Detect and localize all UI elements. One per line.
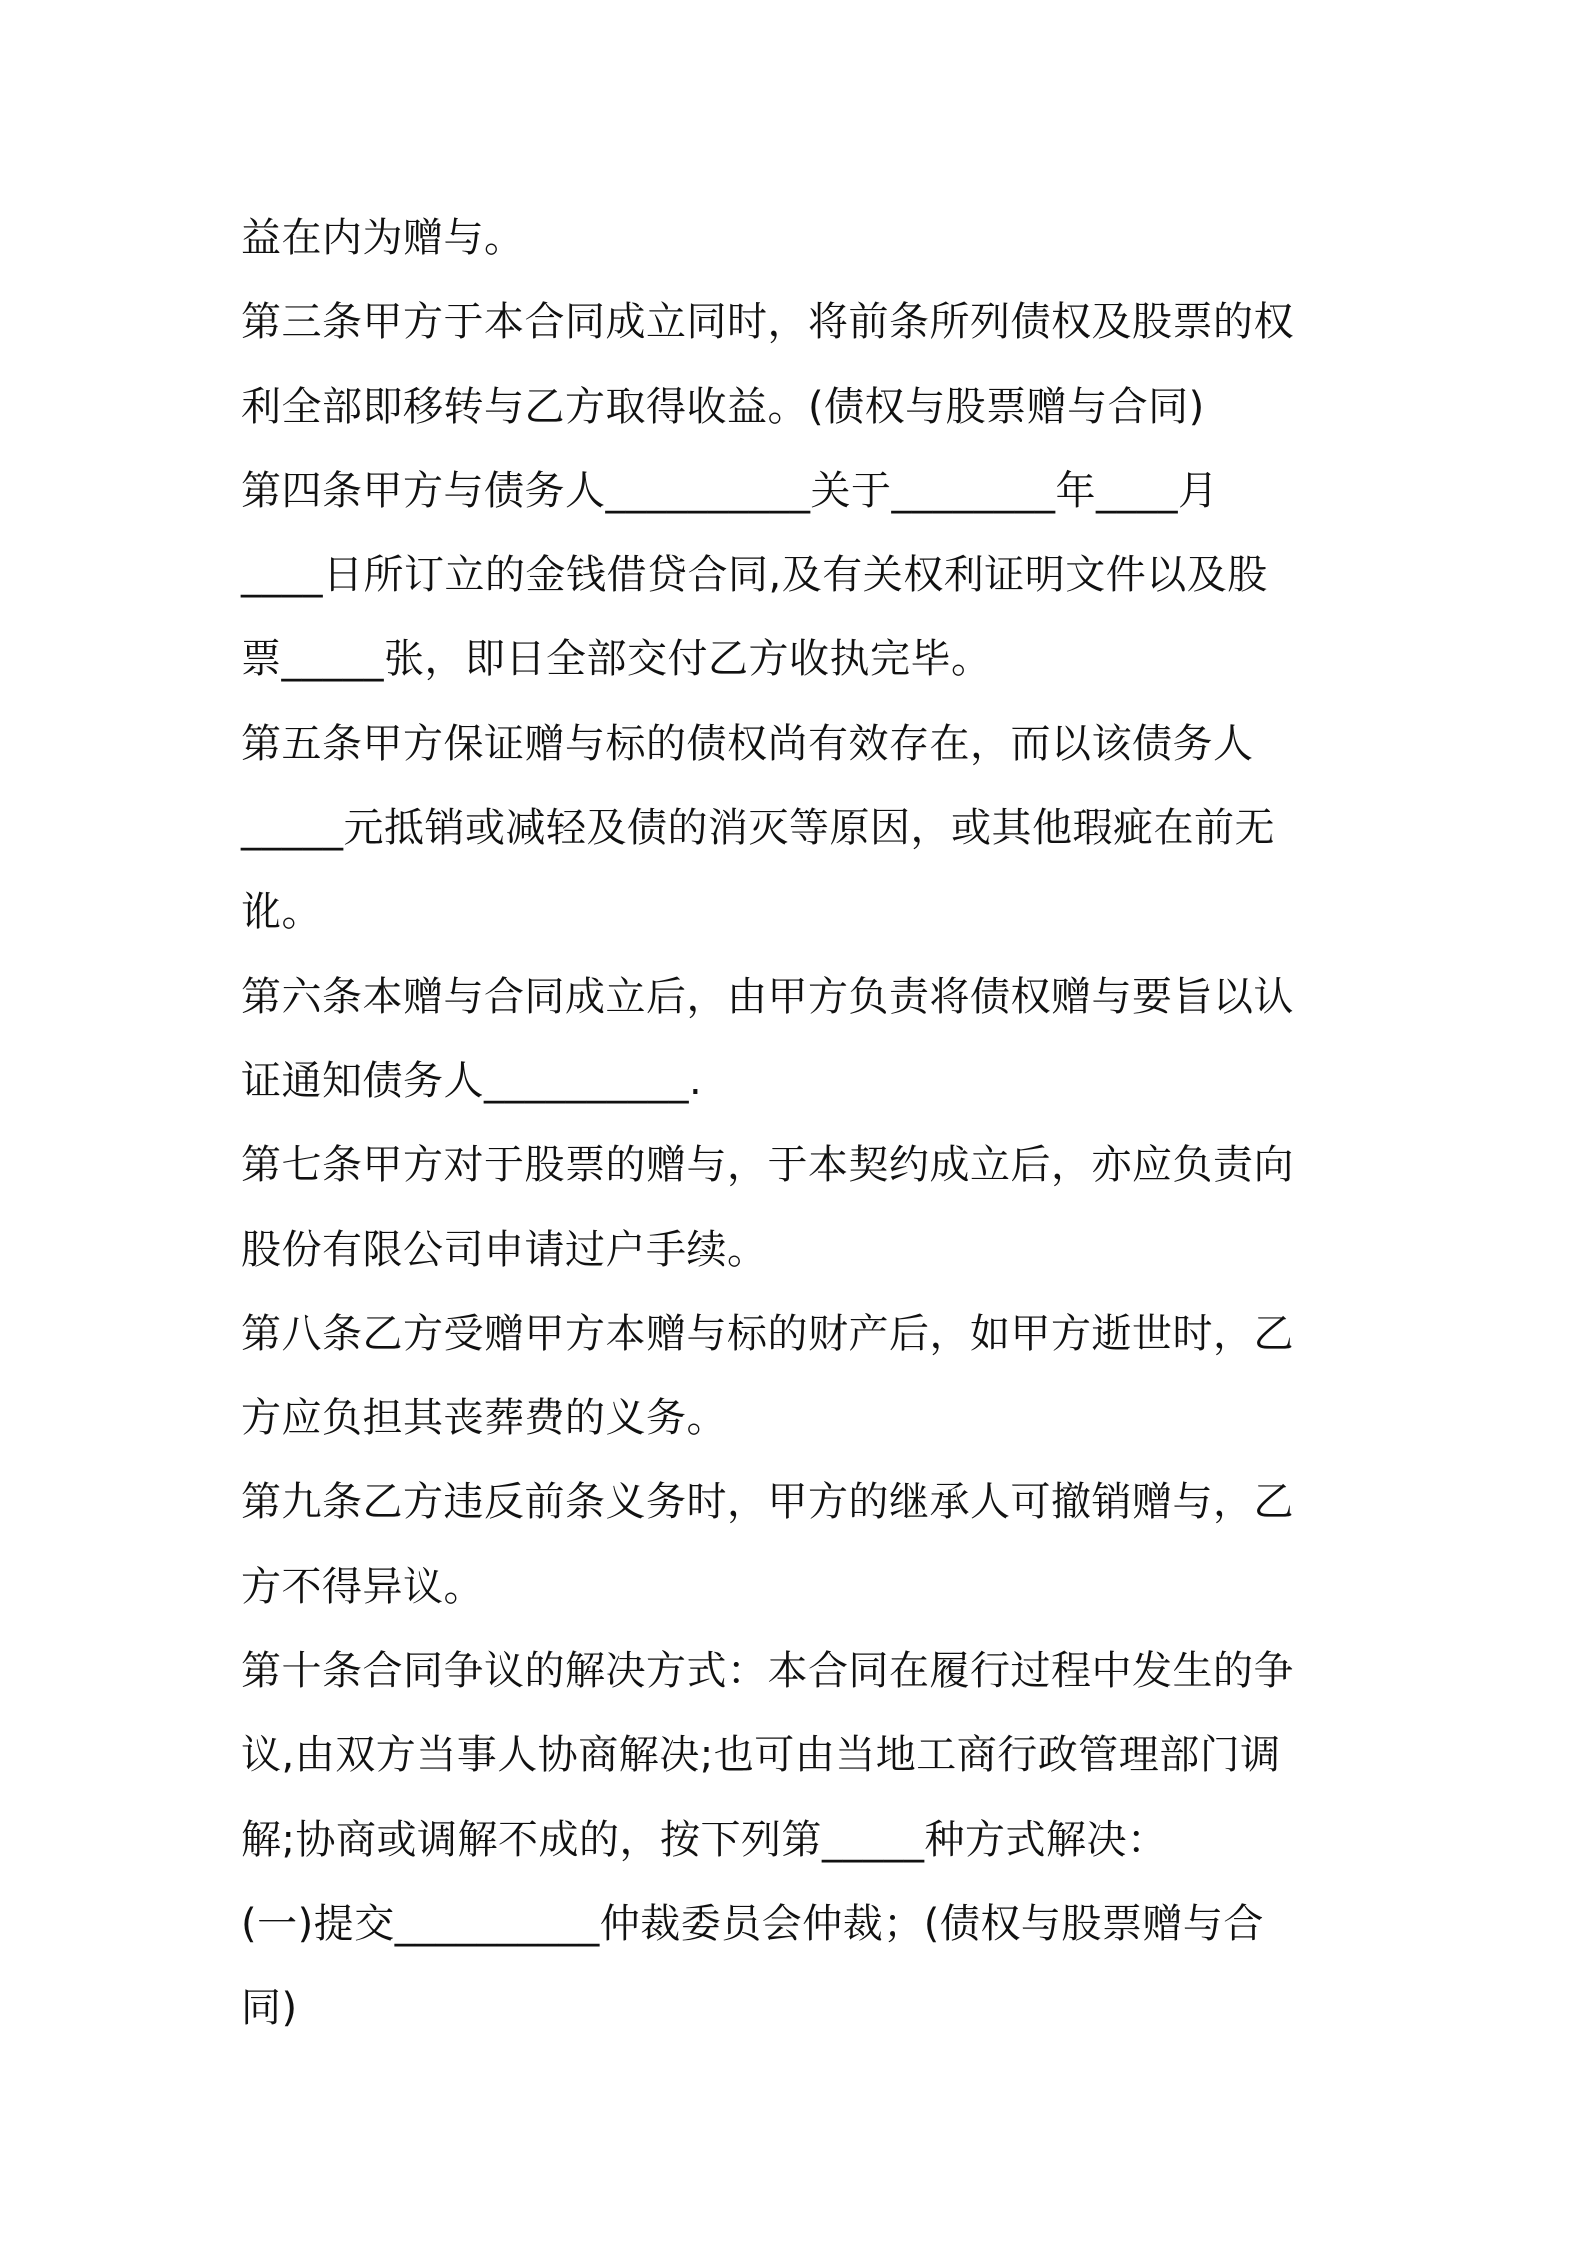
text-line: 益在内为赠与。 [241,215,525,261]
text-line: 第九条乙方违反前条义务时，甲方的继承人可撤销赠与，乙 [241,1479,1294,1526]
text-line: 讹。 [241,889,322,936]
text-line: 解;协商或调解不成的，按下列第_____种方式解决： [241,1816,1168,1863]
text-line: 方不得异议。 [241,1563,484,1610]
text-line: 证通知债务人__________. [241,1057,703,1104]
document-body [241,196,1361,2051]
text-line: ____日所订立的金钱借贷合同,及有关权利证明文件以及股 [241,552,1268,599]
text-line: 第五条甲方保证赠与标的债权尚有效存在，而以该债务人 [241,720,1254,767]
text-line: 第八条乙方受赠甲方本赠与标的财产后，如甲方逝世时，乙 [241,1310,1294,1357]
text-line: 第七条甲方对于股票的赠与，于本契约成立后，亦应负责向 [241,1142,1294,1189]
text-line: 利全部即移转与乙方取得收益。(债权与股票赠与合同) [241,383,1205,430]
text-line: 股份有限公司申请过户手续。 [241,1226,768,1273]
text-line: 第三条甲方于本合同成立同时，将前条所列债权及股票的权 [241,299,1294,346]
text-line: _____元抵销或减轻及债的消灭等原因，或其他瑕疵在前无 [241,805,1275,852]
text-line: 第十条合同争议的解决方式：本合同在履行过程中发生的争 [241,1648,1294,1695]
text-line: 第四条甲方与债务人__________关于________年____月 [241,467,1219,514]
text-line: 方应负担其丧葬费的义务。 [241,1395,727,1442]
text-line: 议,由双方当事人协商解决;也可由当地工商行政管理部门调 [241,1732,1281,1779]
text-line: (一)提交__________仲裁委员会仲裁；(债权与股票赠与合 [241,1900,1264,1947]
text-line: 第六条本赠与合同成立后，由甲方负责将债权赠与要旨以认 [241,973,1294,1020]
text-line: 票_____张，即日全部交付乙方收执完毕。 [241,636,992,683]
text-line: 同) [241,1985,298,2032]
